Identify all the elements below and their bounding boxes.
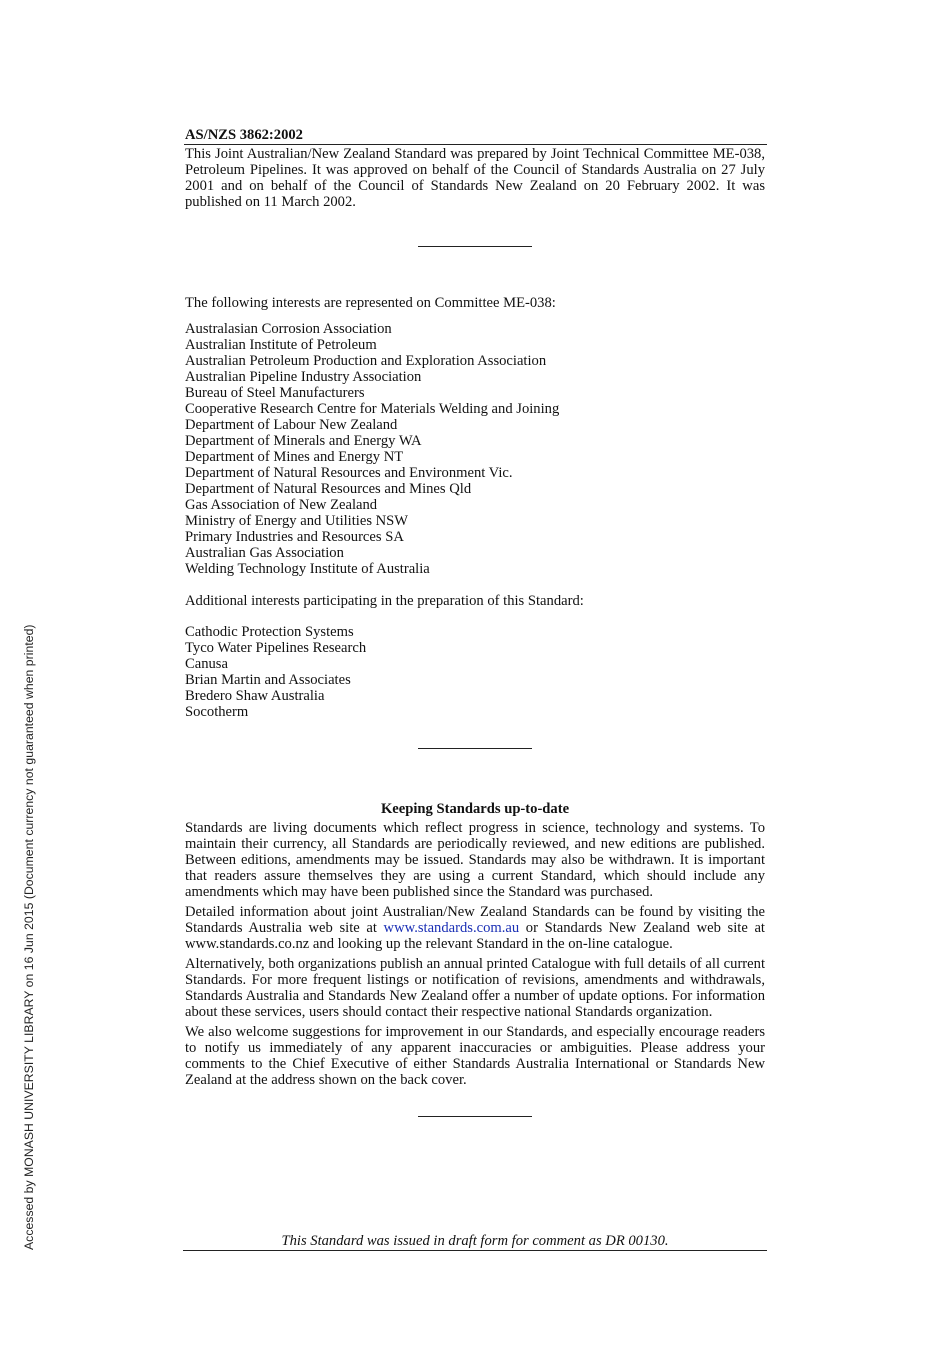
keeping-up-to-date-heading: Keeping Standards up-to-date: [380, 801, 570, 817]
additional-interest-list: [185, 624, 765, 720]
interest-item: Cooperative Research Centre for Materials Welding and Joining: [185, 401, 560, 417]
section-divider: [418, 246, 532, 247]
interest-item: Cathodic Protection Systems: [185, 624, 354, 640]
living-documents-paragraph: Standards are living documents which reflect progress in science, technology and systems. To maintain their currency, all Standards are periodically reviewed, and new editions are published. Between editions, amendments may be issued. Standards may also be withdrawn. It is important that readers assure themselves they are using a current Standard, which should include any amendments which may have been published since the Standard was purchased.: [185, 820, 765, 900]
interest-item: Ministry of Energy and Utilities NSW: [185, 513, 409, 529]
interest-item: Gas Association of New Zealand: [185, 497, 378, 513]
standard-number: AS/NZS 3862:2002: [184, 126, 767, 145]
interest-item: Department of Minerals and Energy WA: [185, 433, 422, 449]
section-divider: [418, 748, 532, 749]
document-page: [185, 126, 765, 1117]
interest-item: Department of Mines and Energy NT: [185, 449, 404, 465]
suggestions-paragraph: We also welcome suggestions for improvement in our Standards, and especially encourage readers to notify us immediately of any apparent inaccuracies or ambiguities. Please address your comments to the Chief Executive of either Standards Australia International or Standards New Zealand at the address shown on the back cover.: [185, 1024, 765, 1088]
standards-australia-link[interactable]: www.standards.com.au: [383, 920, 520, 936]
interest-item: Australian Pipeline Industry Association: [185, 369, 422, 385]
interest-item: Canusa: [185, 656, 228, 672]
interest-item: Department of Natural Resources and Environment Vic.: [185, 465, 513, 481]
interest-item: Bureau of Steel Manufacturers: [185, 385, 365, 401]
catalogue-paragraph: Alternatively, both organizations publish an annual printed Catalogue with full details of all current Standards. For more frequent listings or notification of revisions, amendments and withdrawals, Standards Australia and Standards New Zealand offer a number of update options. For information about these services, users should contact their respective national Standards organization.: [185, 956, 765, 1020]
interest-item: Australian Institute of Petroleum: [185, 337, 377, 353]
interest-item: Bredero Shaw Australia: [185, 688, 325, 704]
committee-interest-list: [185, 321, 765, 577]
interest-item: Primary Industries and Resources SA: [185, 529, 404, 545]
web-info-text-after: or Standards New Zealand web site at www.standards.co.nz and looking up the relevant Standard in the on-line catalogue.: [185, 920, 765, 952]
interest-item: Australian Petroleum Production and Exploration Association: [185, 353, 547, 369]
interest-item: Australasian Corrosion Association: [185, 321, 392, 337]
interest-item: Department of Labour New Zealand: [185, 417, 398, 433]
interest-item: Australian Gas Association: [185, 545, 344, 561]
approval-statement: This Joint Australian/New Zealand Standard was prepared by Joint Technical Committee ME-038, Petroleum Pipelines. It was approved on behalf of the Council of Standards Australia on 27 July 2001 and on behalf of the Council of Standards New Zealand on 20 February 2002. It was published on 11 March 2002.: [185, 146, 765, 210]
interest-item: Brian Martin and Associates: [185, 672, 351, 688]
committee-intro: The following interests are represented on Committee ME-038:: [185, 295, 556, 311]
access-watermark: Accessed by MONASH UNIVERSITY LIBRARY on 16 Jun 2015 (Document currency not guaranteed when printed): [22, 624, 36, 1250]
draft-note: This Standard was issued in draft form for comment as DR 00130.: [183, 1232, 767, 1251]
interest-item: Department of Natural Resources and Mines Qld: [185, 481, 472, 497]
additional-interests-intro: Additional interests participating in the preparation of this Standard:: [185, 593, 584, 609]
interest-item: Welding Technology Institute of Australia: [185, 561, 430, 577]
web-info-text-before: Detailed information about joint Australian/New Zealand Standards can be found by visiting the Standards Australia web site at: [185, 904, 765, 936]
web-info-paragraph: [185, 904, 765, 952]
section-divider: [418, 1116, 532, 1117]
interest-item: Tyco Water Pipelines Research: [185, 640, 367, 656]
interest-item: Socotherm: [185, 704, 249, 720]
